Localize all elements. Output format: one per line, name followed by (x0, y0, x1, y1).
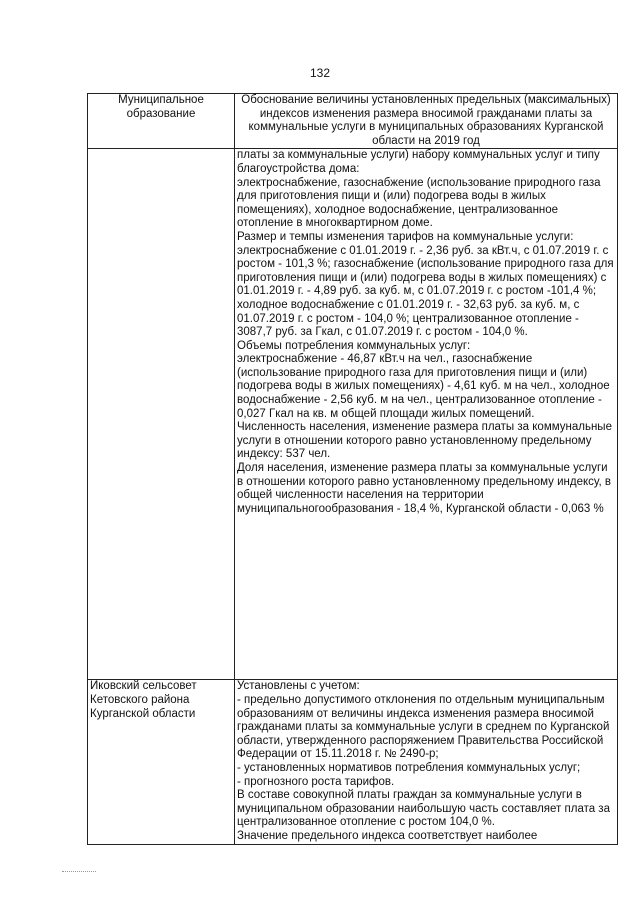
paragraph: - установленных нормативов потребления коммунальных услуг; (237, 761, 581, 774)
paragraph: электроснабжение с 01.01.2019 г. - 2,36 руб. за кВт.ч, с 01.07.2019 г. с ростом - 101,3 %; газоснабжение (использование природного газа для приготовления пищи и (или) подогрева воды в жилых помещениях) с 01.01.2019 г. - 4,89 руб. за куб. м, с 01.07.2019 г. с ростом -101,4 %; холодное водоснабжение с 01.01.2019 г. - 32,63 руб. за куб. м, с 01.07.2019 г. с ростом - 104,0 %; централизованное отопление - 3087,7 руб. за Гкал, с 01.07.2019 г. с ростом - 104,0 %. (237, 244, 614, 339)
table-row (88, 680, 618, 844)
paragraph: Размер и темпы изменения тарифов на коммунальные услуги: (237, 230, 574, 243)
paragraph: В составе совокупной платы граждан за коммунальные услуги в муниципальном образовании наибольшую часть составляет плата за централизованное отопление с ростом 104,0 %. (237, 789, 610, 829)
table-row (88, 149, 618, 680)
paragraph: Установлены с учетом: (237, 680, 360, 693)
paragraph: Численность населения, изменение размера платы за коммунальные услуги в отношении которого равно установленному предельному индексу: 537 чел. (237, 421, 612, 461)
paragraph: электроснабжение, газоснабжение (использование природного газа для приготовления пищи и (или) подогрева воды в жилых помещениях), холодное водоснабжение, централизованное отопление в многоквартирном доме. (237, 176, 601, 230)
paragraph: Объемы потребления коммунальных услуг: (237, 339, 471, 352)
municipality-cell (88, 149, 235, 680)
paragraph: Значение предельного индекса соответствует наиболее (237, 829, 538, 842)
header-municipality: Муниципальное образование (88, 94, 235, 149)
justification-cell (235, 680, 618, 844)
page-number: 132 (309, 66, 331, 80)
header-justification: Обоснование величины установленных предельных (максимальных) индексов изменения размера вносимой гражданами платы за коммунальные услуги в муниципальных образованиях Курганской области на 2019 год (235, 94, 618, 149)
justification-cell (235, 149, 618, 680)
paragraph: электроснабжение - 46,87 кВт.ч на чел., газоснабжение (использование природного газа для приготовления пищи и (или) подогрева воды в жилых помещениях) - 4,61 куб. м на чел., холодное водоснабжение - 2,56 куб. м на чел., централизованное отопление - 0,027 Гкал на кв. м общей площади жилых помещений. (237, 353, 610, 420)
table-header-row (88, 94, 618, 149)
tariff-justification-table (87, 93, 618, 845)
paragraph: Доля населения, изменение размера платы за коммунальные услуги в отношении которого равно установленному предельному индексу, в общей численности населения на территории муниципальногообразования - 18,4 %, Курганской области - 0,063 % (237, 462, 611, 515)
paragraph: платы за коммунальные услуги) набору коммунальных услуг и типу благоустройства дома: (237, 149, 600, 175)
paragraph: - предельно допустимого отклонения по отдельным муниципальным образованиям от величины индекса изменения размера вносимой гражданами платы за коммунальные услуги в среднем по Курганской области, утвержденного распоряжением Правительства Российской Федерации от 15.11.2018 г. № 2490-р; (237, 693, 610, 761)
municipality-cell: Иковский сельсовет Кетовского района Курганской области (88, 680, 235, 844)
paragraph: - прогнозного роста тарифов. (237, 775, 395, 788)
scan-artifact (62, 871, 96, 875)
